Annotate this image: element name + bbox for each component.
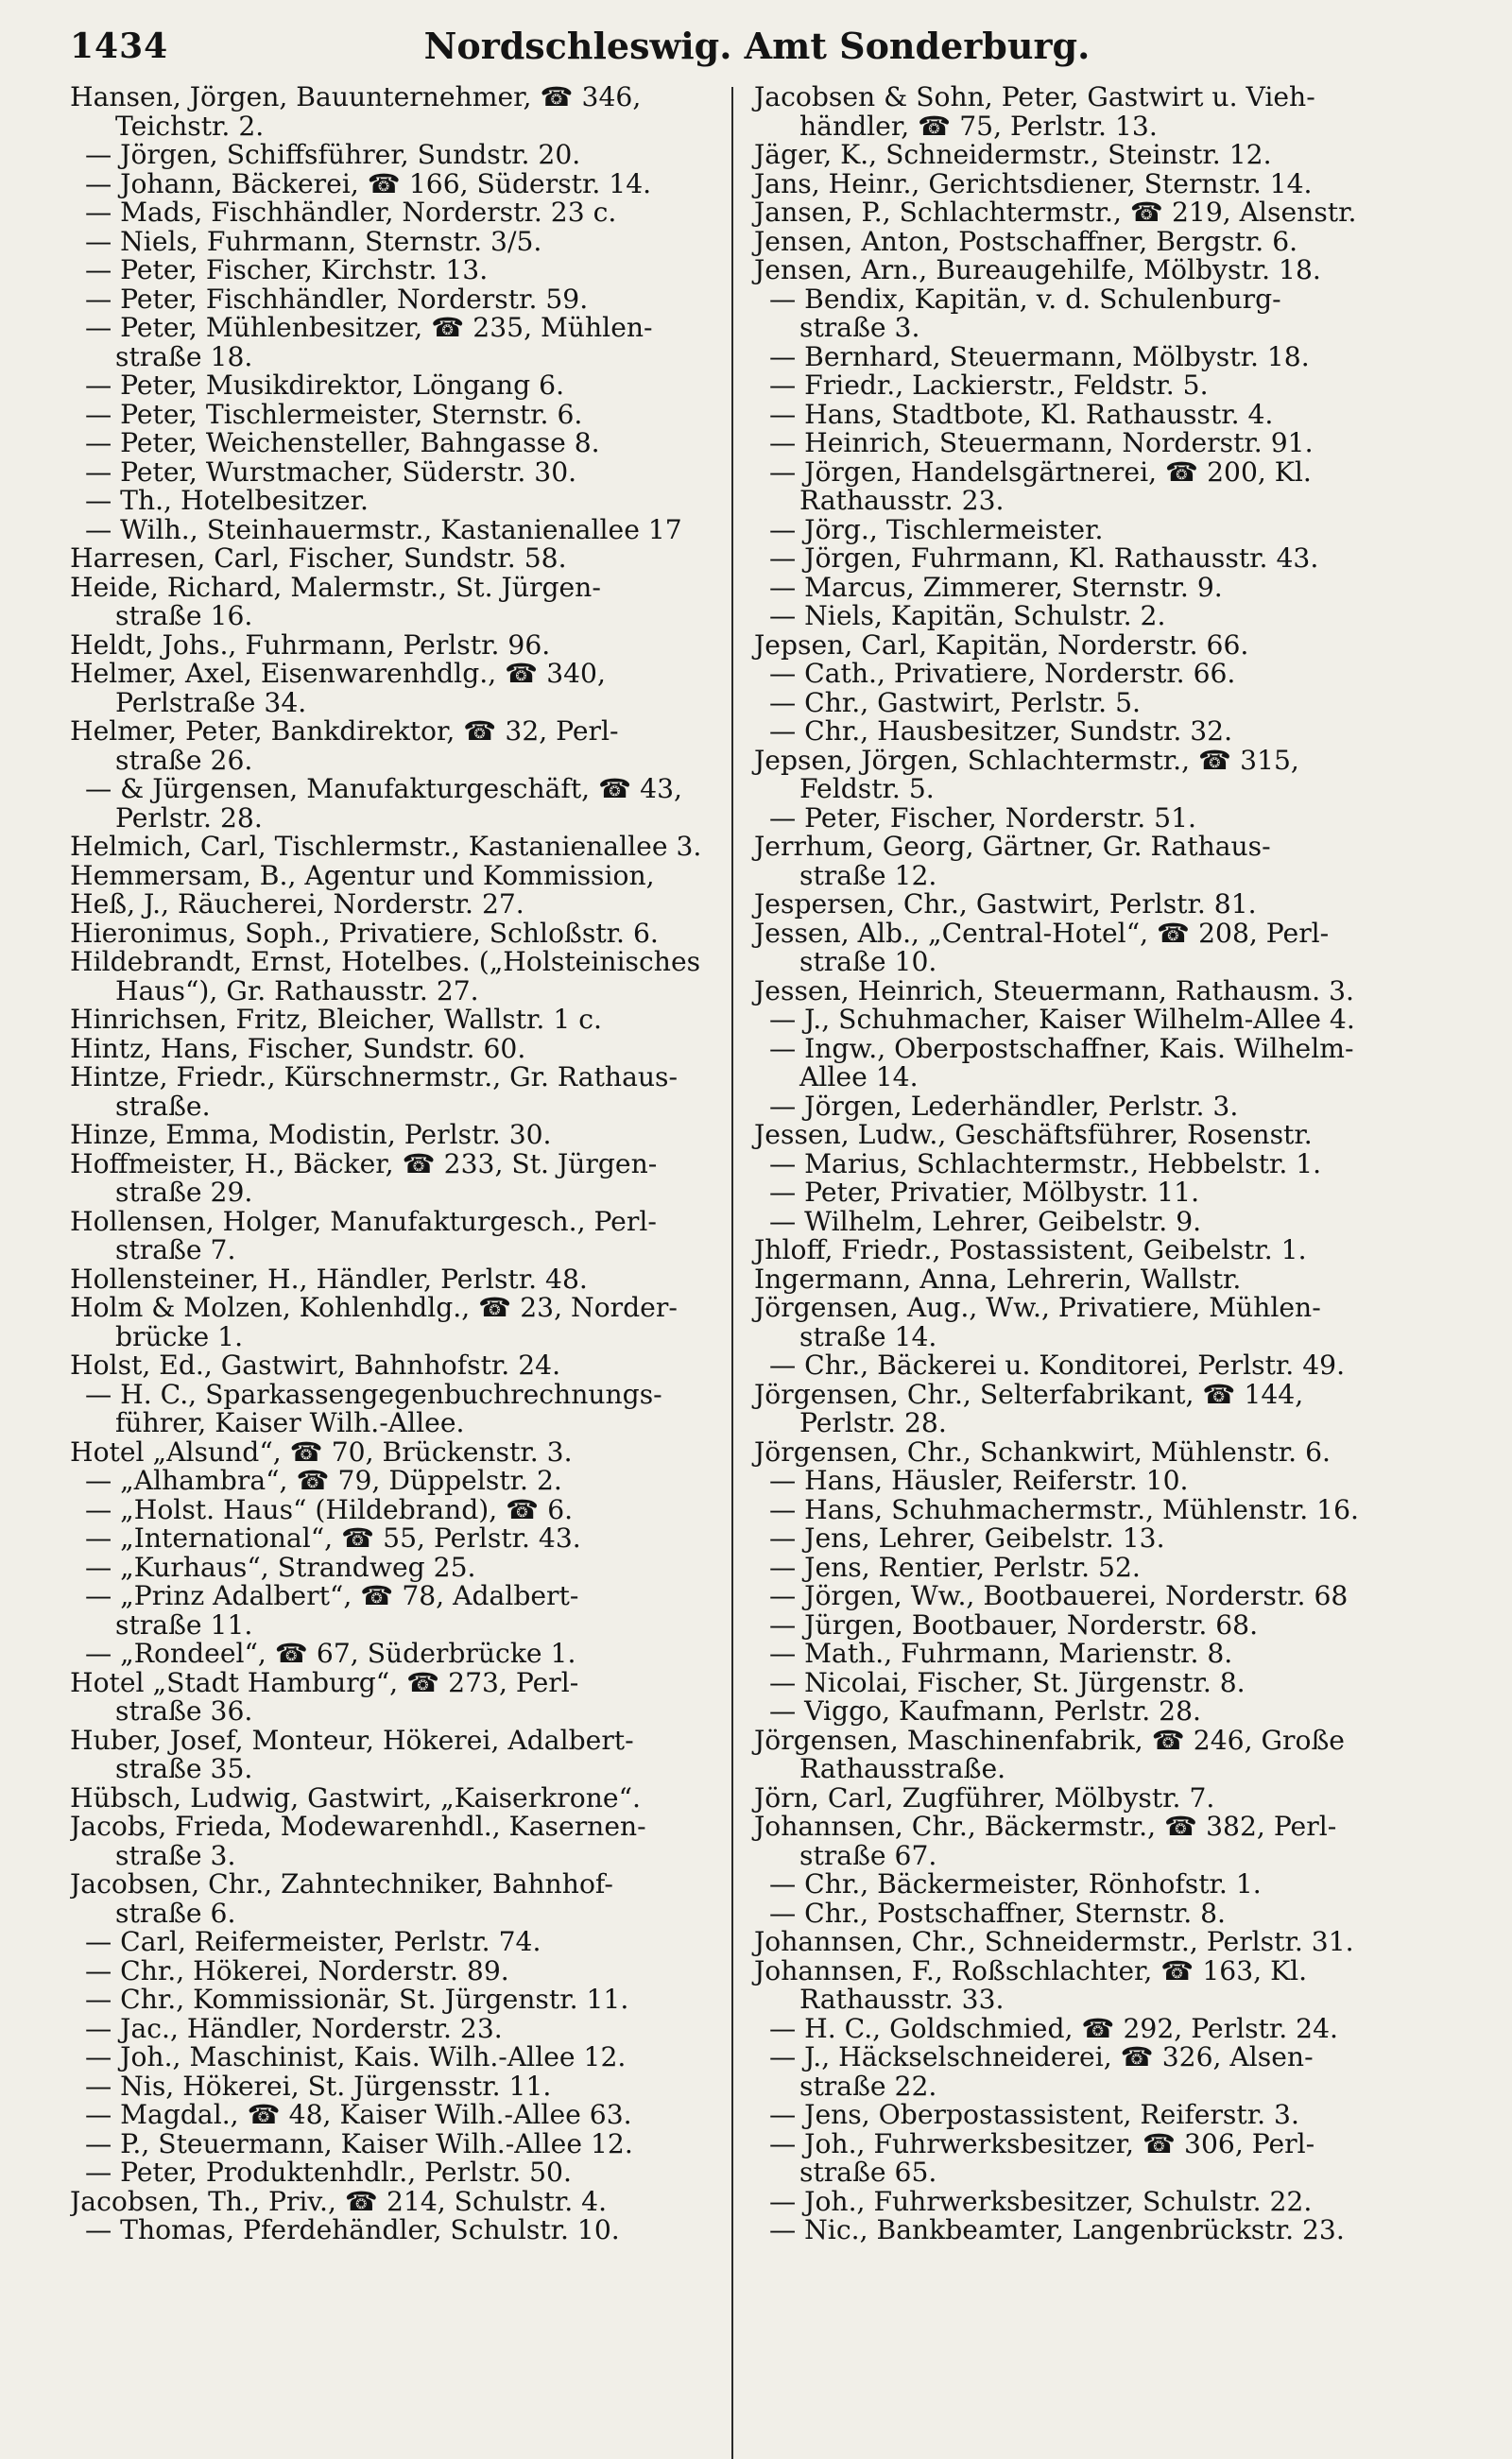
directory-line: straße 35.	[115, 1753, 253, 1784]
directory-line: straße.	[115, 1090, 211, 1122]
directory-line: — Hans, Stadtbote, Kl. Rathausstr. 4.	[769, 398, 1274, 430]
directory-line: Johannsen, Chr., Schneidermstr., Perlstr. 31.	[754, 1926, 1354, 1957]
directory-line: — Peter, Wurstmacher, Süderstr. 30.	[85, 456, 577, 488]
directory-line: — Jens, Oberpostassistent, Reiferstr. 3.	[769, 2099, 1299, 2130]
directory-line: — Chr., Hausbesitzer, Sundstr. 32.	[769, 715, 1233, 747]
directory-line: — Jörgen, Fuhrmann, Kl. Rathausstr. 43.	[769, 542, 1319, 574]
directory-line: — Chr., Postschaffner, Sternstr. 8.	[769, 1897, 1227, 1929]
directory-line: Hollensen, Holger, Manufakturgesch., Perl-	[70, 1205, 657, 1237]
directory-line: Holm & Molzen, Kohlenhdlg., ☎ 23, Norder-	[70, 1292, 678, 1323]
directory-line: — Friedr., Lackierstr., Feldstr. 5.	[769, 370, 1209, 401]
directory-line: — Math., Fuhrmann, Marienstr. 8.	[769, 1638, 1233, 1669]
directory-line: — Chr., Bäckerei u. Konditorei, Perlstr. 49.	[769, 1350, 1346, 1381]
directory-line: — Chr., Kommissionär, St. Jürgenstr. 11.	[85, 1984, 629, 2015]
directory-line: — Peter, Tischlermeister, Sternstr. 6.	[85, 398, 583, 430]
directory-line: Hildebrandt, Ernst, Hotelbes. („Holsteinisches	[70, 946, 701, 977]
directory-line: — Cath., Privatiere, Norderstr. 66.	[769, 658, 1236, 689]
directory-line: — & Jürgensen, Manufakturgeschäft, ☎ 43,	[85, 773, 682, 804]
directory-line: Perlstr. 28.	[115, 801, 263, 834]
directory-line: — Joh., Fuhrwerksbesitzer, ☎ 306, Perl-	[769, 2127, 1315, 2159]
directory-line: — Wilhelm, Lehrer, Geibelstr. 9.	[769, 1205, 1202, 1237]
directory-line: — „Holst. Haus“ (Hildebrand), ☎ 6.	[85, 1493, 574, 1525]
directory-line: straße 36.	[115, 1695, 253, 1727]
directory-line: Huber, Josef, Monteur, Hökerei, Adalbert-	[70, 1724, 634, 1756]
directory-line: Haus“), Gr. Rathausstr. 27.	[115, 974, 479, 1006]
directory-line: straße 14.	[799, 1320, 937, 1352]
directory-line: — Joh., Fuhrwerksbesitzer, Schulstr. 22.	[769, 2185, 1313, 2217]
directory-line: Hübsch, Ludwig, Gastwirt, „Kaiserkrone“.	[70, 1781, 641, 1814]
directory-line: brücke 1.	[115, 1320, 244, 1352]
directory-line: — Jörgen, Ww., Bootbauerei, Norderstr. 68	[769, 1580, 1349, 1611]
directory-line: straße 11.	[115, 1608, 253, 1641]
directory-line: Hieronimus, Soph., Privatiere, Schloßstr. 6.	[70, 917, 659, 949]
directory-line: — Jens, Lehrer, Geibelstr. 13.	[769, 1522, 1165, 1554]
directory-line: straße 26.	[115, 744, 253, 776]
directory-line: Jacobsen, Chr., Zahntechniker, Bahnhof-	[70, 1868, 613, 1900]
directory-line: Heldt, Johs., Fuhrmann, Perlstr. 96.	[70, 628, 551, 661]
directory-line: Rathausstraße.	[799, 1753, 1006, 1784]
directory-line: — Viggo, Kaufmann, Perlstr. 28.	[769, 1695, 1201, 1727]
directory-line: Hintz, Hans, Fischer, Sundstr. 60.	[70, 1032, 526, 1064]
directory-line: — Jörg., Tischlermeister.	[769, 513, 1104, 545]
directory-line: Hintze, Friedr., Kürschnermstr., Gr. Rathaus-	[70, 1061, 679, 1092]
directory-line: — Nicolai, Fischer, St. Jürgenstr. 8.	[769, 1666, 1246, 1698]
directory-line: straße 67.	[799, 1839, 937, 1871]
directory-line: — Hans, Schuhmachermstr., Mühlenstr. 16.	[769, 1493, 1359, 1525]
directory-line: Jacobs, Frieda, Modewarenhdl., Kasernen-	[70, 1811, 646, 1842]
directory-line: Perlstr. 28.	[799, 1407, 947, 1438]
directory-line: Jans, Heinr., Gerichtsdiener, Sternstr. 14.	[754, 167, 1313, 199]
directory-line: — Jörgen, Lederhändler, Perlstr. 3.	[769, 1090, 1239, 1122]
directory-line: Jensen, Arn., Bureaugehilfe, Mölbystr. 18.	[754, 254, 1321, 285]
directory-line: — „Alhambra“, ☎ 79, Düppelstr. 2.	[85, 1465, 562, 1496]
directory-line: Jacobsen, Th., Priv., ☎ 214, Schulstr. 4.	[70, 2185, 608, 2217]
directory-line: — Peter, Fischhändler, Norderstr. 59.	[85, 283, 589, 315]
directory-line: straße 6.	[115, 1897, 236, 1929]
directory-line: — Marcus, Zimmerer, Sternstr. 9.	[769, 571, 1223, 603]
directory-line: führer, Kaiser Wilh.-Allee.	[115, 1407, 465, 1438]
directory-line: — Ingw., Oberpostschaffner, Kais. Wilhelm-	[769, 1032, 1354, 1064]
directory-line: — „Kurhaus“, Strandweg 25.	[85, 1551, 476, 1583]
directory-line: — J., Schuhmacher, Kaiser Wilhelm-Allee 4.	[769, 1004, 1355, 1035]
directory-line: — Bernhard, Steuermann, Mölbystr. 18.	[769, 340, 1310, 372]
directory-line: Jepsen, Carl, Kapitän, Norderstr. 66.	[754, 628, 1249, 661]
directory-line: straße 65.	[799, 2157, 937, 2188]
directory-line: Helmer, Axel, Eisenwarenhdlg., ☎ 340,	[70, 658, 606, 689]
directory-line: Hotel „Stadt Hamburg“, ☎ 273, Perl-	[70, 1666, 579, 1698]
directory-line: — Peter, Privatier, Mölbystr. 11.	[769, 1177, 1200, 1208]
right-column	[733, 83, 1395, 2459]
directory-line: Hoffmeister, H., Bäcker, ☎ 233, St. Jürgen-	[70, 1147, 658, 1179]
directory-line: — H. C., Goldschmied, ☎ 292, Perlstr. 24.	[769, 2012, 1339, 2044]
directory-line: — Heinrich, Steuermann, Norderstr. 91.	[769, 427, 1314, 458]
directory-line: Teichstr. 2.	[115, 110, 265, 142]
directory-line: Hinrichsen, Fritz, Bleicher, Wallstr. 1 c.	[70, 1004, 602, 1035]
directory-line: Helmich, Carl, Tischlermstr., Kastanienallee 3.	[70, 831, 702, 862]
directory-line: — Marius, Schlachtermstr., Hebbelstr. 1.	[769, 1147, 1322, 1179]
directory-line: Ingermann, Anna, Lehrerin, Wallstr.	[754, 1263, 1242, 1295]
directory-line: Jörn, Carl, Zugführer, Mölbystr. 7.	[754, 1781, 1215, 1814]
directory-line: Jörgensen, Chr., Schankwirt, Mühlenstr. 6.	[754, 1436, 1331, 1468]
directory-line: — Chr., Gastwirt, Perlstr. 5.	[769, 686, 1141, 718]
directory-line: straße 10.	[799, 946, 937, 977]
directory-line: straße 18.	[115, 340, 253, 372]
directory-line: Allee 14.	[799, 1061, 919, 1092]
directory-line: Hemmersam, B., Agentur und Kommission,	[70, 859, 655, 891]
page-header	[70, 19, 1444, 76]
directory-line: Jörgensen, Maschinenfabrik, ☎ 246, Große	[754, 1724, 1345, 1756]
directory-line: — „International“, ☎ 55, Perlstr. 43.	[85, 1522, 581, 1554]
directory-line: — Johann, Bäckerei, ☎ 166, Süderstr. 14.	[85, 167, 652, 199]
directory-line: — Peter, Musikdirektor, Löngang 6.	[85, 370, 565, 401]
directory-line: Jörgensen, Aug., Ww., Privatiere, Mühlen-	[754, 1292, 1321, 1323]
directory-line: Jhloff, Friedr., Postassistent, Geibelstr. 1.	[754, 1234, 1307, 1265]
directory-line: Jörgensen, Chr., Selterfabrikant, ☎ 144,	[754, 1378, 1304, 1410]
directory-line: — Niels, Kapitän, Schulstr. 2.	[769, 600, 1166, 631]
directory-line: — Thomas, Pferdehändler, Schulstr. 10.	[85, 2214, 620, 2245]
directory-line: Harresen, Carl, Fischer, Sundstr. 58.	[70, 542, 567, 574]
directory-line: — Chr., Hökerei, Norderstr. 89.	[85, 1954, 509, 1986]
directory-line: straße 29.	[115, 1177, 253, 1208]
directory-line: straße 3.	[115, 1839, 236, 1871]
directory-line: händler, ☎ 75, Perlstr. 13.	[799, 110, 1158, 142]
directory-line: Rathausstr. 23.	[799, 485, 1005, 516]
directory-line: — Nic., Bankbeamter, Langenbrückstr. 23.	[769, 2214, 1345, 2245]
directory-line: — „Rondeel“, ☎ 67, Süderbrücke 1.	[85, 1638, 576, 1669]
directory-line: — Peter, Weichensteller, Bahngasse 8.	[85, 427, 600, 458]
directory-line: — Peter, Fischer, Norderstr. 51.	[769, 801, 1197, 834]
directory-line: — Mads, Fischhändler, Norderstr. 23 c.	[85, 197, 617, 228]
directory-line: — H. C., Sparkassengegenbuchrechnungs-	[85, 1378, 662, 1410]
directory-line: Hotel „Alsund“, ☎ 70, Brückenstr. 3.	[70, 1436, 573, 1468]
directory-line: straße 7.	[115, 1234, 236, 1265]
directory-line: Hollensteiner, H., Händler, Perlstr. 48.	[70, 1263, 588, 1295]
directory-line: Johannsen, Chr., Bäckermstr., ☎ 382, Perl-	[754, 1811, 1337, 1842]
directory-line: Hansen, Jörgen, Bauunternehmer, ☎ 346,	[70, 83, 642, 112]
directory-line: — Niels, Fuhrmann, Sternstr. 3/5.	[85, 225, 542, 257]
directory-line: straße 3.	[799, 312, 920, 343]
directory-line: — Carl, Reifermeister, Perlstr. 74.	[85, 1926, 541, 1957]
directory-line: straße 12.	[799, 859, 937, 891]
directory-line: — Joh., Maschinist, Kais. Wilh.-Allee 12.	[85, 2041, 627, 2072]
left-column	[70, 83, 731, 2459]
directory-line: — Jörgen, Handelsgärtnerei, ☎ 200, Kl.	[769, 456, 1312, 488]
directory-line: Jansen, P., Schlachtermstr., ☎ 219, Alsenstr.	[754, 197, 1357, 228]
directory-line: — Jens, Rentier, Perlstr. 52.	[769, 1551, 1141, 1583]
directory-line: Feldstr. 5.	[799, 773, 935, 804]
directory-line: Jessen, Ludw., Geschäftsführer, Rosenstr.	[754, 1119, 1313, 1150]
directory-line: Helmer, Peter, Bankdirektor, ☎ 32, Perl-	[70, 715, 619, 747]
directory-line: Jensen, Anton, Postschaffner, Bergstr. 6.	[754, 225, 1298, 257]
directory-line: — Hans, Häusler, Reiferstr. 10.	[769, 1465, 1189, 1496]
directory-line: Jerrhum, Georg, Gärtner, Gr. Rathaus-	[754, 831, 1271, 862]
directory-line: Jepsen, Jörgen, Schlachtermstr., ☎ 315,	[754, 744, 1299, 776]
directory-line: — Nis, Hökerei, St. Jürgensstr. 11.	[85, 2070, 552, 2102]
directory-line: Heide, Richard, Malermstr., St. Jürgen-	[70, 571, 601, 603]
directory-line: Jespersen, Chr., Gastwirt, Perlstr. 81.	[754, 888, 1257, 920]
directory-line: — Peter, Fischer, Kirchstr. 13.	[85, 254, 489, 285]
directory-line: — P., Steuermann, Kaiser Wilh.-Allee 12.	[85, 2127, 633, 2159]
directory-line: — Wilh., Steinhauermstr., Kastanienallee 17	[85, 513, 682, 545]
directory-line: Jäger, K., Schneidermstr., Steinstr. 12.	[754, 139, 1272, 170]
directory-line: — Magdal., ☎ 48, Kaiser Wilh.-Allee 63.	[85, 2099, 632, 2130]
directory-line: — Jörgen, Schiffsführer, Sundstr. 20.	[85, 139, 581, 170]
directory-line: — Chr., Bäckermeister, Rönhofstr. 1.	[769, 1868, 1262, 1900]
directory-line: — Bendix, Kapitän, v. d. Schulenburg-	[769, 283, 1281, 315]
directory-line: Rathausstr. 33.	[799, 1984, 1005, 2015]
directory-line: Jacobsen & Sohn, Peter, Gastwirt u. Vieh-	[754, 83, 1315, 112]
directory-line: — Peter, Produktenhdlr., Perlstr. 50.	[85, 2157, 572, 2188]
directory-line: Holst, Ed., Gastwirt, Bahnhofstr. 24.	[70, 1350, 561, 1381]
running-head: Nordschleswig. Amt Sonderburg.	[423, 25, 1091, 67]
directory-line: — „Prinz Adalbert“, ☎ 78, Adalbert-	[85, 1580, 579, 1611]
page-number: 1434	[70, 26, 169, 66]
directory-line: — Jac., Händler, Norderstr. 23.	[85, 2012, 503, 2044]
directory-line: — Th., Hotelbesitzer.	[85, 485, 369, 516]
directory-line: Perlstraße 34.	[115, 686, 307, 718]
directory-line: straße 22.	[799, 2070, 937, 2102]
directory-line: Jessen, Alb., „Central-Hotel“, ☎ 208, Perl-	[754, 917, 1330, 949]
directory-line: Jessen, Heinrich, Steuermann, Rathausm. 3.	[754, 974, 1354, 1006]
directory-line: Hinze, Emma, Modistin, Perlstr. 30.	[70, 1119, 552, 1150]
directory-line: — Jürgen, Bootbauer, Norderstr. 68.	[769, 1608, 1259, 1641]
directory-line: Heß, J., Räucherei, Norderstr. 27.	[70, 888, 524, 920]
directory-line: straße 16.	[115, 600, 253, 631]
directory-line: Johannsen, F., Roßschlachter, ☎ 163, Kl.	[754, 1954, 1308, 1986]
columns	[70, 83, 1444, 2459]
directory-line: — Peter, Mühlenbesitzer, ☎ 235, Mühlen-	[85, 312, 653, 343]
directory-line: — J., Häckselschneiderei, ☎ 326, Alsen-	[769, 2041, 1314, 2072]
